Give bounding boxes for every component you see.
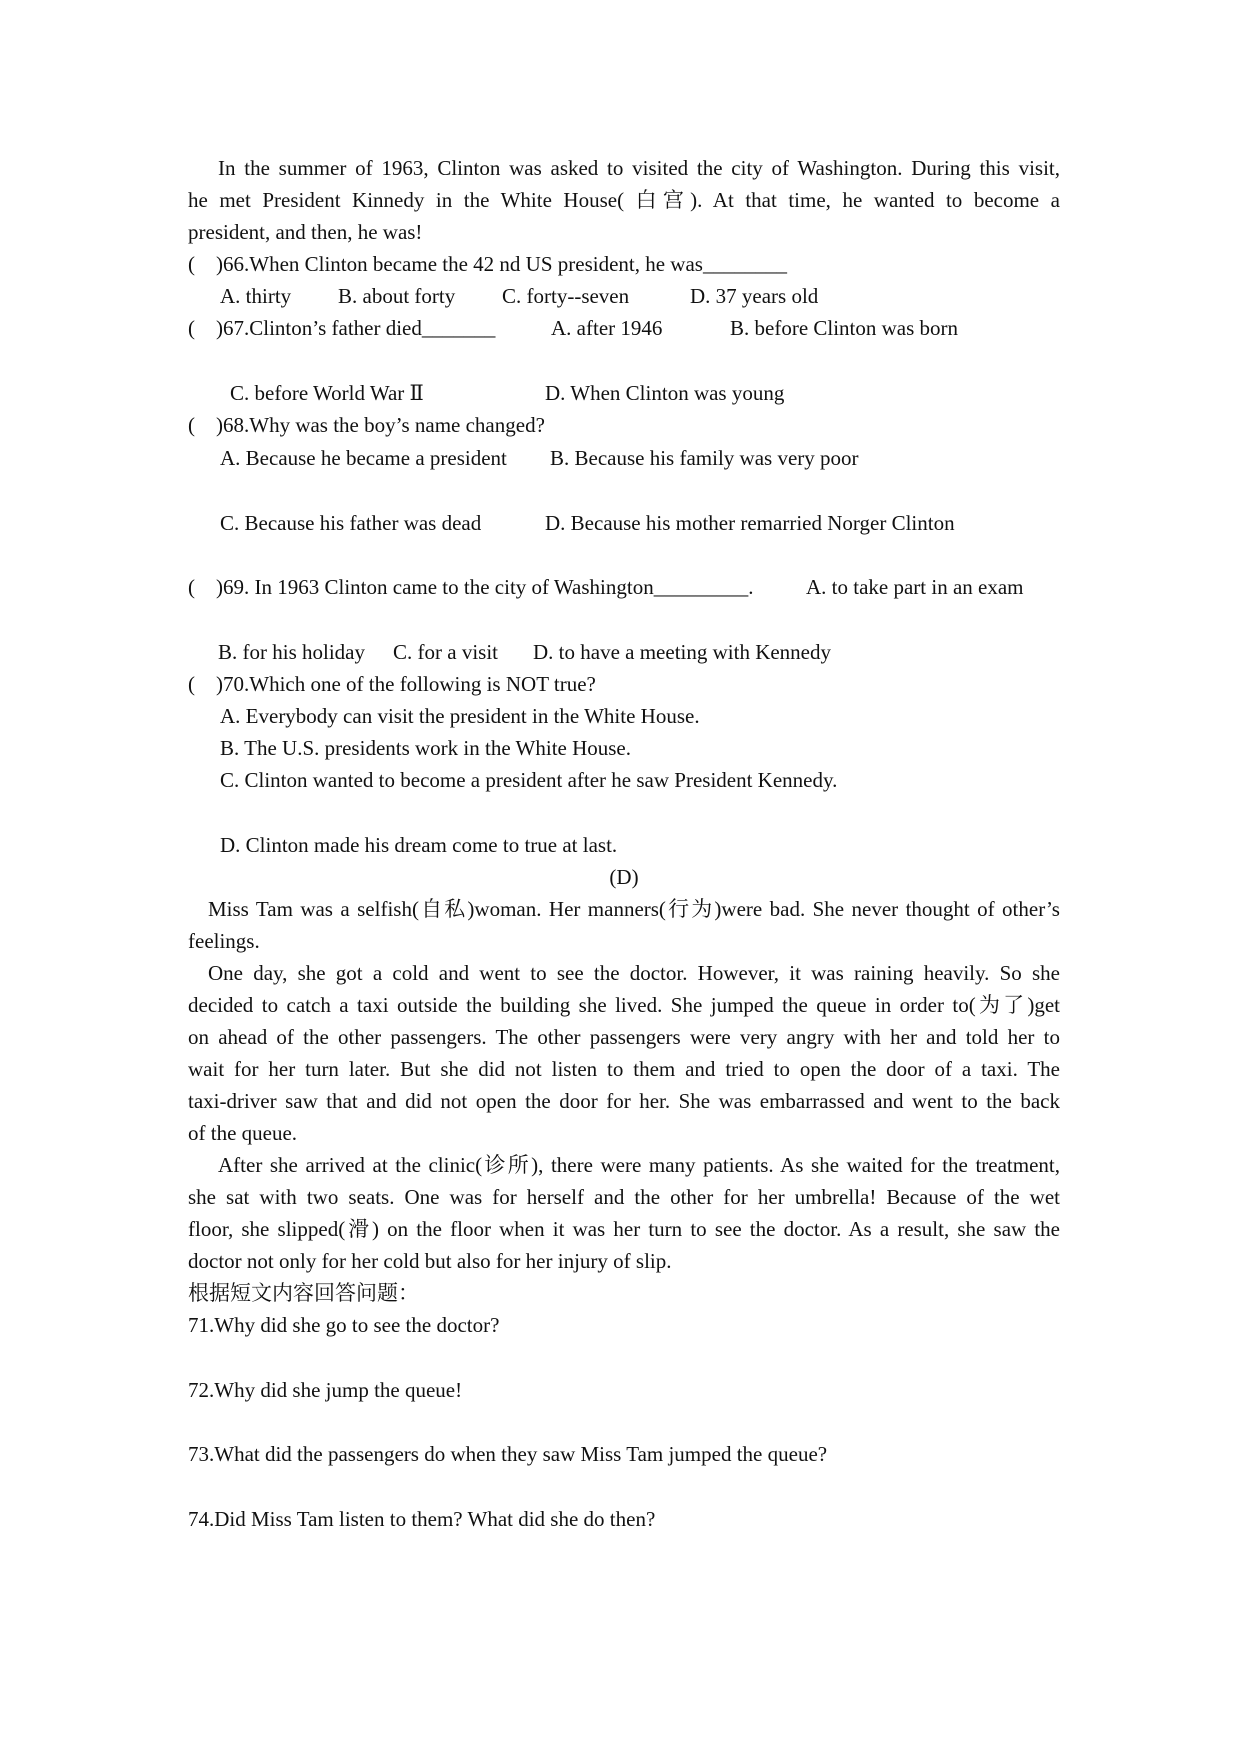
q69-option-c: C. for a visit xyxy=(393,640,498,664)
q68-option-a: A. Because he became a president xyxy=(220,446,507,470)
passage-c-line-1: In the summer of 1963, Clinton was asked to visited the city of Washington. During this visit, xyxy=(218,156,1060,180)
q66-option-d: D. 37 years old xyxy=(690,284,819,308)
d-instruction: 根据短文内容回答问题： xyxy=(188,1281,419,1305)
d-p2-line-2: decided to catch a taxi outside the building she lived. She jumped the queue in order to(为了)get xyxy=(188,993,1060,1017)
question-72: 72.Why did she jump the queue! xyxy=(188,1378,463,1402)
question-74: 74.Did Miss Tam listen to them? What did she do then? xyxy=(188,1507,656,1531)
q70-stem: )70.Which one of the following is NOT true? xyxy=(216,672,596,696)
q70-option-c: C. Clinton wanted to become a president after he saw President Kennedy. xyxy=(220,768,838,792)
d-p2-line-6: of the queue. xyxy=(188,1121,298,1145)
q69-answer-bracket[interactable]: ( xyxy=(188,575,195,599)
d-p3-line-2: she sat with two seats. One was for herself and the other for her umbrella! Because of the wet xyxy=(188,1185,1060,1209)
q67-option-a: A. after 1946 xyxy=(551,316,663,340)
d-p3-line-3: floor, she slipped(滑) on the floor when it was her turn to see the doctor. As a result, she saw the xyxy=(188,1217,1060,1241)
q67-option-d: D. When Clinton was young xyxy=(545,381,785,405)
q68-option-b: B. Because his family was very poor xyxy=(550,446,859,470)
passage-c-line-3: president, and then, he was! xyxy=(188,220,423,244)
q70-option-b: B. The U.S. presidents work in the White House. xyxy=(220,736,632,760)
q70-answer-bracket[interactable]: ( xyxy=(188,672,195,696)
d-p3-line-1: After she arrived at the clinic(诊所), there were many patients. As she waited for the treatment, xyxy=(218,1153,1060,1177)
q67-option-c: C. before World War Ⅱ xyxy=(230,381,424,405)
q66-option-b: B. about forty xyxy=(338,284,456,308)
q68-option-d: D. Because his mother remarried Norger Clinton xyxy=(545,511,955,535)
q67-option-b: B. before Clinton was born xyxy=(730,316,959,340)
q66-option-c: C. forty--seven xyxy=(502,284,630,308)
q67-answer-bracket[interactable]: ( xyxy=(188,316,195,340)
d-p2-line-5: taxi-driver saw that and did not open the door for her. She was embarrassed and went to the back xyxy=(188,1089,1060,1113)
q70-option-a: A. Everybody can visit the president in the White House. xyxy=(220,704,700,728)
q70-option-d: D. Clinton made his dream come to true at last. xyxy=(220,833,618,857)
q66-stem: )66.When Clinton became the 42 nd US president, he was________ xyxy=(216,252,787,276)
section-d-heading: (D) xyxy=(609,865,639,889)
q69-option-b: B. for his holiday xyxy=(218,640,365,664)
passage-c-line-2: he met President Kinnedy in the White House( 白宫). At that time, he wanted to become a xyxy=(188,188,1060,212)
q67-stem: )67.Clinton’s father died_______ xyxy=(216,316,496,340)
q69-option-a: A. to take part in an exam xyxy=(806,575,1024,599)
q68-stem: )68.Why was the boy’s name changed? xyxy=(216,413,545,437)
d-p1-line-2: feelings. xyxy=(188,929,260,953)
q66-option-a: A. thirty xyxy=(220,284,292,308)
question-73: 73.What did the passengers do when they saw Miss Tam jumped the queue? xyxy=(188,1442,828,1466)
d-p2-line-4: wait for her turn later. But she did not listen to them and tried to open the door of a taxi. The xyxy=(188,1057,1060,1081)
d-p1-line-1: Miss Tam was a selfish(自私)woman. Her manners(行为)were bad. She never thought of other’s xyxy=(208,897,1060,921)
q68-answer-bracket[interactable]: ( xyxy=(188,413,195,437)
d-p2-line-3: on ahead of the other passengers. The other passengers were very angry with her and told her to xyxy=(188,1025,1060,1049)
d-p2-line-1: One day, she got a cold and went to see the doctor. However, it was raining heavily. So she xyxy=(208,961,1060,985)
q69-option-d: D. to have a meeting with Kennedy xyxy=(533,640,831,664)
q69-stem: )69. In 1963 Clinton came to the city of Washington_________. xyxy=(216,575,754,599)
d-p3-line-4: doctor not only for her cold but also for her injury of slip. xyxy=(188,1249,672,1273)
q66-answer-bracket[interactable]: ( xyxy=(188,252,195,276)
q68-option-c: C. Because his father was dead xyxy=(220,511,482,535)
question-71: 71.Why did she go to see the doctor? xyxy=(188,1313,500,1337)
